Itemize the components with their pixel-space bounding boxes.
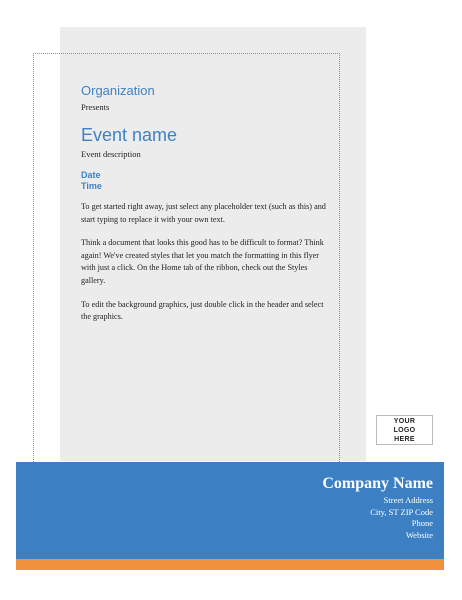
website[interactable]: Website (405, 529, 433, 540)
street-address[interactable]: Street Address (383, 495, 433, 505)
company-name[interactable]: Company Name (322, 475, 433, 492)
organization-text[interactable]: Organization (81, 83, 155, 98)
city-state-zip[interactable]: City, ST ZIP Code (370, 506, 433, 517)
body-paragraph-3[interactable]: To edit the background graphics, just double click in the header and select the graphics. (81, 299, 324, 322)
event-description-text[interactable]: Event description (81, 149, 141, 159)
flyer-body (81, 83, 326, 324)
body-paragraph-2[interactable]: Think a document that looks this good has to be difficult to format? Think again! We've created styles that let you match the formatting in this flyer with just a click. On the Home tab of the ribbon, check out the Styles gallery. (81, 238, 324, 285)
company-info (322, 474, 433, 541)
date-text[interactable]: Date (81, 170, 101, 180)
logo-placeholder[interactable] (376, 415, 433, 445)
phone[interactable]: Phone (411, 518, 433, 528)
body-paragraph-1[interactable]: To get started right away, just select any placeholder text (such as this) and start typing to replace it with your own text. (81, 202, 326, 224)
event-name-heading[interactable]: Event name (81, 125, 178, 145)
time-text[interactable]: Time (81, 181, 102, 191)
presents-text[interactable]: Presents (81, 102, 110, 112)
logo-placeholder-text: YOUR LOGO HERE (393, 417, 416, 443)
footer-orange-band (16, 559, 444, 570)
